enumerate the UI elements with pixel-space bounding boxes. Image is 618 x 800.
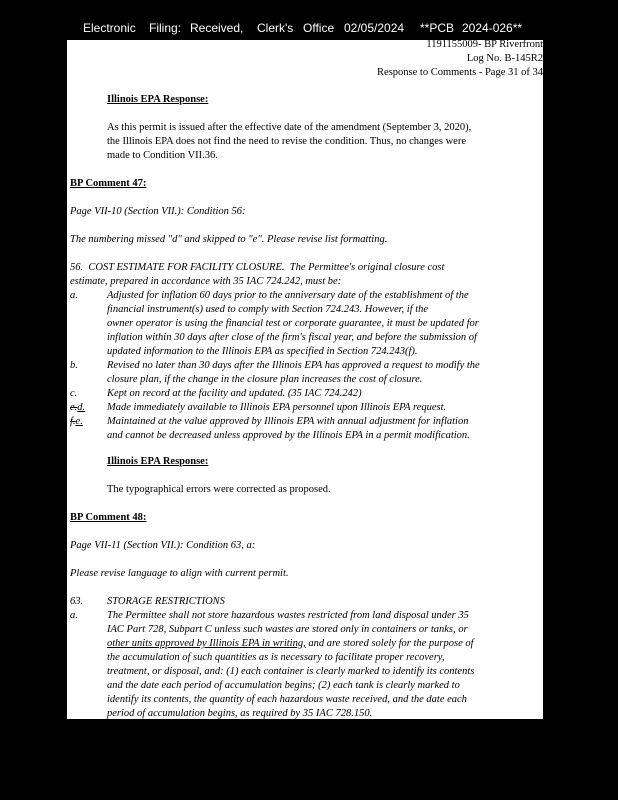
- list-item-line: Maintained at the value approved by Illinois EPA with annual adjustment for inflation: [107, 416, 469, 427]
- banner-filing: Filing:: [149, 21, 182, 35]
- response-heading: Illinois EPA Response:: [107, 94, 209, 105]
- list-item-line: financial instrument(s) used to comply with Section 724.243. However, if the: [107, 304, 429, 315]
- list-item-line: treatment, or disposal, and: (1) each container is clearly marked to identify its contents: [107, 666, 475, 677]
- comment-note: The numbering missed "d" and skipped to "e". Please revise list formatting.: [70, 234, 388, 245]
- banner-office: Office: [303, 21, 335, 35]
- comment-note: Please revise language to align with current permit.: [70, 568, 289, 579]
- banner-clerks: Clerk's: [257, 21, 294, 35]
- list-item-line: IAC Part 728, Subpart C unless such wastes are stored only in containers or tanks, or: [107, 624, 468, 635]
- comment-heading: BP Comment 48:: [70, 512, 147, 523]
- list-label: a.: [70, 290, 78, 301]
- struck-label: f.: [70, 416, 76, 427]
- banner-received: Received,: [190, 21, 244, 35]
- list-item-line: owner operator is using the financial test or corporate guarantee, it must be updated for: [107, 318, 479, 329]
- list-item-line: Kept on record at the facility and updated. (35 IAC 724.242): [107, 388, 362, 399]
- condition-title: COST ESTIMATE FOR FACILITY CLOSURE.: [88, 262, 285, 273]
- filing-banner: [0, 18, 618, 40]
- list-item-line: [107, 637, 474, 651]
- banner-electronic: Electronic: [83, 21, 136, 35]
- condition-title: STORAGE RESTRICTIONS: [107, 596, 225, 607]
- condition-intro: The Permittee's original closure cost: [289, 262, 445, 273]
- line-remainder: and are stored solely for the purpose of: [305, 638, 474, 649]
- banner-date: 02/05/2024: [344, 21, 405, 35]
- condition-number: 63.: [70, 596, 84, 607]
- banner-number: 2024-026**: [462, 21, 523, 35]
- header-log: Log No. B-145R2: [466, 53, 543, 64]
- header-page: Response to Comments - Page 31 of 34: [377, 67, 543, 78]
- response-line: As this permit is issued after the effective date of the amendment (September 3, 2020),: [107, 122, 472, 133]
- list-item-line: identify its contents, the quantity of each hazardous waste received, and the date each: [107, 694, 467, 705]
- list-item-line: closure plan, if the change in the closure plan increases the cost of closure.: [107, 374, 423, 385]
- document-page: [67, 40, 543, 719]
- condition-line: [70, 261, 444, 275]
- list-item-line: Made immediately available to Illinois EPA personnel upon Illinois EPA request.: [107, 402, 447, 413]
- list-item-line: Adjusted for inflation 60 days prior to the anniversary date of the establishment of the: [107, 290, 469, 301]
- added-label: e.: [75, 416, 83, 427]
- list-item-line: inflation within 30 days after close of the firm's fiscal year, and before the submission of: [107, 332, 477, 343]
- struck-label: e.: [70, 402, 78, 413]
- list-label-revised: [70, 401, 85, 415]
- header-facility: 1191155009- BP Riverfront: [426, 39, 543, 50]
- added-label: d.: [77, 402, 86, 413]
- comment-page-ref: Page VII-11 (Section VII.): Condition 63, a:: [70, 540, 256, 551]
- list-item-line: period of accumulation begins, as required by 35 IAC 728.150.: [107, 708, 373, 719]
- underlined-insertion: other units approved by Illinois EPA in writing,: [107, 638, 306, 649]
- list-item-line: the accumulation of such quantities as is necessary to facilitate proper recovery,: [107, 652, 445, 663]
- list-label: b.: [70, 360, 78, 371]
- list-label: a.: [70, 610, 78, 621]
- list-item-line: The Permittee shall not store hazardous wastes restricted from land disposal under 35: [107, 610, 469, 621]
- banner-pcb: **PCB: [420, 21, 455, 35]
- comment-heading: BP Comment 47:: [70, 178, 147, 189]
- list-label: c.: [70, 388, 78, 399]
- condition-intro-2: estimate, prepared in accordance with 35 IAC 724.242, must be:: [70, 276, 342, 287]
- list-label-revised: [70, 415, 83, 429]
- response-line: the Illinois EPA does not find the need to revise the condition. Thus, no changes were: [107, 136, 466, 147]
- comment-page-ref: Page VII-10 (Section VII.): Condition 56:: [70, 206, 246, 217]
- list-item-line: and the date each period of accumulation begins; (2) each tank is clearly marked to: [107, 680, 460, 691]
- list-item-line: updated information to the Illinois EPA as specified in Section 724.243(f).: [107, 346, 418, 357]
- response-line: made to Condition VII.36.: [107, 150, 218, 161]
- list-item-line: and cannot be decreased unless approved by the Illinois EPA in a permit modification.: [107, 430, 470, 441]
- condition-number: 56.: [70, 262, 84, 273]
- response-text: The typographical errors were corrected as proposed.: [107, 484, 331, 495]
- response-heading: Illinois EPA Response:: [107, 456, 209, 467]
- list-item-line: Revised no later than 30 days after the Illinois EPA has approved a request to modify the: [107, 360, 480, 371]
